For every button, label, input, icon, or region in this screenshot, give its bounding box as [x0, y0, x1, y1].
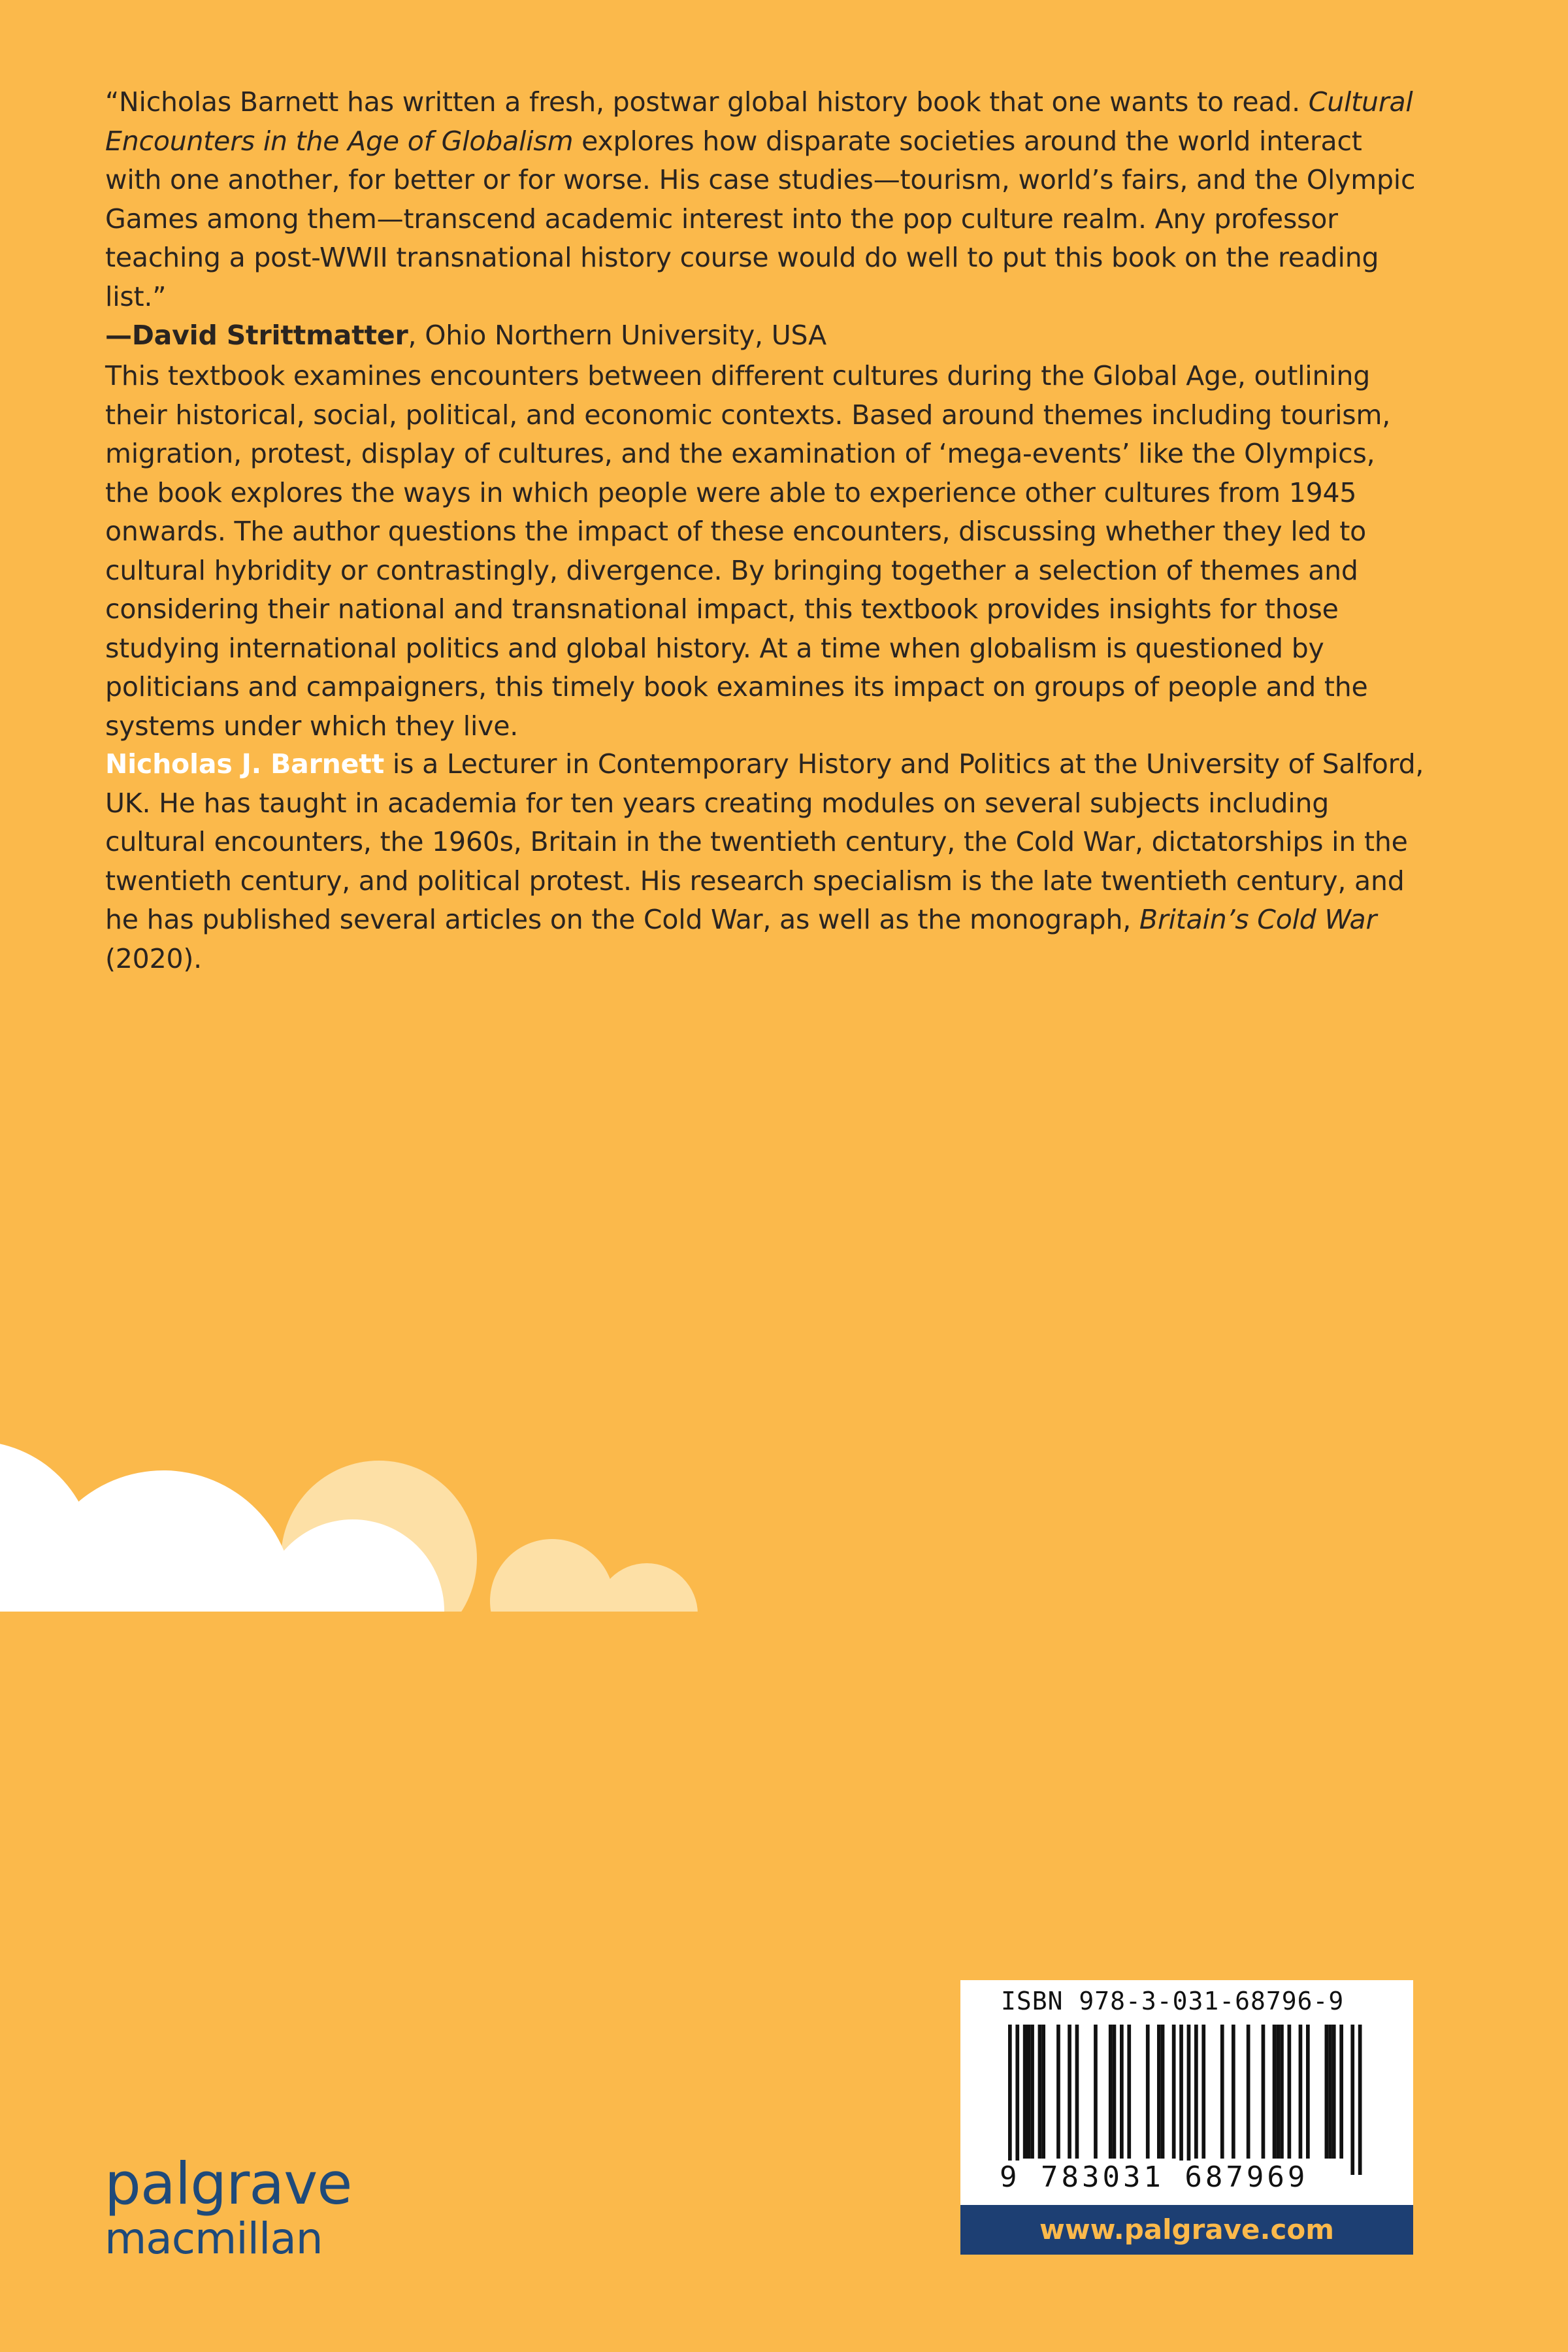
barcode-bar: [1187, 2025, 1191, 2175]
barcode-bars: [1000, 2025, 1374, 2175]
barcode-bar: [1068, 2025, 1071, 2159]
barcode-bar: [1358, 2025, 1362, 2175]
bio-author-name: Nicholas J. Barnett: [105, 748, 385, 780]
barcode-bar: [1008, 2025, 1012, 2175]
quote-book-title: Cultural Encounters in the Age of Globalism: [105, 86, 1413, 157]
bio-monograph-title: Britain’s Cold War: [1139, 904, 1377, 935]
barcode-bar: [1328, 2025, 1332, 2159]
author-bio: [105, 745, 1425, 978]
barcode-bar: [1015, 2025, 1019, 2175]
barcode-bar: [1172, 2025, 1176, 2159]
book-description: [105, 357, 1425, 746]
barcode-bar: [1041, 2025, 1045, 2159]
barcode-bar: [1232, 2025, 1235, 2159]
barcode-bar: [1023, 2025, 1027, 2159]
barcode-bar: [1299, 2025, 1303, 2159]
barcode-bar: [1027, 2025, 1031, 2159]
barcode-bar: [1288, 2025, 1292, 2159]
barcode-bar: [1179, 2025, 1183, 2175]
barcode-bar: [1325, 2025, 1329, 2159]
isbn-label: ISBN 978-3-031-68796-9: [1001, 1987, 1345, 2015]
quote-text-rest: explores how disparate societies around the world interact with one another, for better or for worse. His case studies—tourism, world’s fairs, and the Olympic Games among them—transcend academic interest into the pop culture realm. Any professor teaching a post-WWII transnational history course would do well to put this book on the reading list.”: [105, 125, 1416, 312]
barcode-bar: [1146, 2025, 1150, 2159]
attribution-affiliation: , Ohio Northern University, USA: [408, 320, 826, 351]
barcode-bar: [1247, 2025, 1250, 2159]
attribution-dash: —: [105, 320, 132, 351]
barcode-bar: [1056, 2025, 1060, 2159]
isbn-barcode: [960, 1980, 1413, 2205]
barcode-bar: [1220, 2025, 1224, 2159]
barcode-bar: [1038, 2025, 1042, 2159]
barcode-bar: [1306, 2025, 1310, 2159]
barcode-bar: [1030, 2025, 1034, 2159]
barcode-bar: [1273, 2025, 1277, 2159]
barcode-bar: [1094, 2025, 1098, 2159]
barcode-bar: [1161, 2025, 1165, 2159]
barcode-bar: [1109, 2025, 1113, 2159]
bio-text: is a Lecturer in Contemporary History and Politics at the University of Salford, UK. He has taught in academia for ten years creating modules on several subjects including cultural encounters, the 1960s, Britain in the twentieth century, the Cold War, dictatorships in the twentieth century, and political protest. His research specialism is the late twentieth century, and he has published several articles on the Cold War, as well as the monograph,: [105, 748, 1424, 935]
barcode-bar: [1201, 2025, 1205, 2159]
barcode-bar: [1127, 2025, 1131, 2159]
logo-macmillan: macmillan: [105, 2213, 323, 2264]
barcode-bar: [1194, 2025, 1198, 2159]
endorsement-quote: [105, 83, 1425, 356]
publisher-url: www.palgrave.com: [960, 2205, 1413, 2255]
barcode-bar: [1075, 2025, 1079, 2159]
cloud-baseline-mask: [0, 1612, 706, 1621]
barcode-bar: [1280, 2025, 1284, 2159]
quote-attribution: [105, 316, 1425, 356]
logo-palgrave: palgrave: [105, 2150, 352, 2217]
barcode-bar: [1332, 2025, 1336, 2159]
attribution-name: David Strittmatter: [131, 320, 408, 351]
barcode-bar: [1339, 2025, 1343, 2159]
description-text: This textbook examines encounters between different cultures during the Global Age, outlining their historical, social, political, and economic contexts. Based around themes including tourism, migration, protest, display of cultures, and the examination of ‘mega-events’ like the Olympics, the book explores the ways in which people were able to experience other cultures from 1945 onwards. The author questions the impact of these encounters, discussing whether they led to cultural hybridity or contrastingly, divergence. By bringing together a selection of themes and considering their national and transnational impact, this textbook provides insights for those studying international politics and global history. At a time when globalism is questioned by politicians and campaigners, this timely book examines its impact on groups of people and the systems under which they live.: [105, 360, 1391, 742]
quote-text-start: “Nicholas Barnett has written a fresh, postwar global history book that one wants to read.: [105, 86, 1309, 118]
barcode-bar: [1120, 2025, 1124, 2159]
barcode-bar: [1276, 2025, 1280, 2159]
barcode-bar: [1262, 2025, 1266, 2159]
barcode-bar: [1157, 2025, 1161, 2159]
publisher-logo: [105, 2150, 352, 2264]
isbn-digits: 9 783031 687969: [1000, 2161, 1309, 2194]
barcode-bar: [1350, 2025, 1354, 2175]
cloud-illustration: [0, 1385, 706, 1621]
barcode-bar: [1113, 2025, 1117, 2159]
bio-monograph-year: (2020).: [105, 942, 202, 974]
